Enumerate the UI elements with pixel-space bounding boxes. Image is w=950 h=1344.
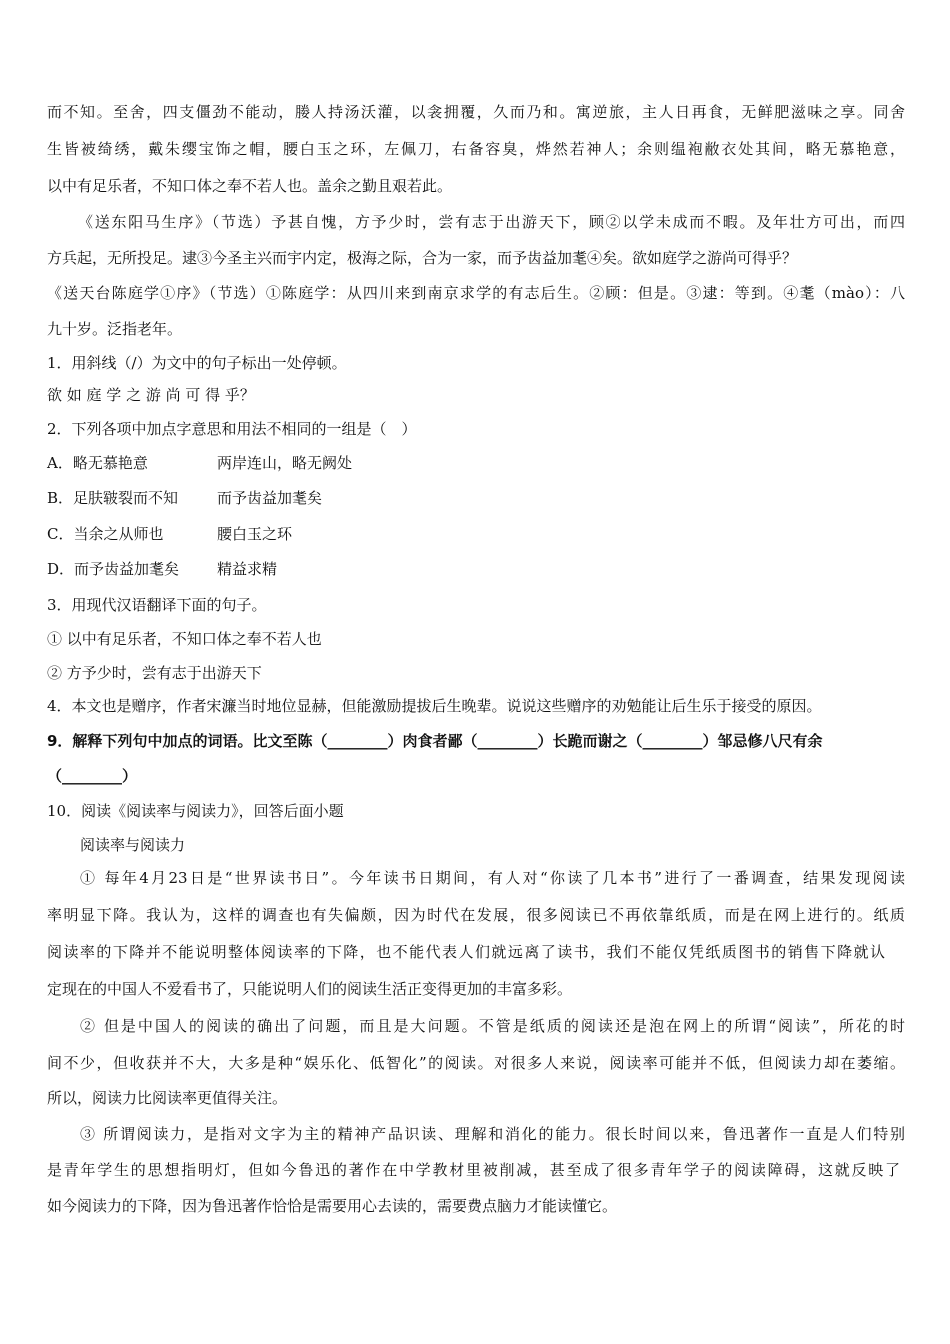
passage-line: 而不知。至舍，四支僵劲不能动，媵人持汤沃灌，以衾拥覆，久而乃和。寓逆旅，主人日再食，无鲜肥滋味之享。同舍 [47, 103, 905, 121]
question-9: 9．解释下列句中加点的词语。比文至陈（________）肉食者鄙（________）长跪而谢之（________）邹忌修八尺有余 [47, 732, 823, 750]
option-b [47, 488, 323, 508]
notes-line: 《送天台陈庭学①序》（节选）①陈庭学：从四川来到南京求学的有志后生。②顾：但是。③逮：等到。④耄（mào）：八 [47, 284, 905, 302]
article-p3-line: 是青年学生的思想指明灯，但如今鲁迅的著作在中学教材里被削减，甚至成了很多青年学子的阅读障碍，这就反映了 [47, 1161, 900, 1179]
notes-line: 九十岁。泛指老年。 [47, 320, 183, 338]
option-a [47, 453, 353, 473]
option-c [47, 524, 293, 544]
article-p3-line: 如今阅读力的下降，因为鲁迅著作恰恰是需要用心去读的，需要费点脑力才能读懂它。 [47, 1197, 618, 1215]
question-2: 2．下列各项中加点字意思和用法不相同的一组是（ ） [47, 420, 417, 438]
option-pair: 精益求精 [217, 560, 278, 578]
question-10: 10．阅读《阅读率与阅读力》，回答后面小题 [47, 802, 344, 820]
article-p3-line: ③ 所谓阅读力，是指对文字为主的精神产品识读、理解和消化的能力。很长时间以来，鲁迅著作一直是人们特别 [80, 1125, 905, 1143]
excerpt-line: 方兵起，无所投足。逮③今圣主兴而宇内定，极海之际，合为一家，而予齿益加耄④矣。欲如庭学之游尚可得乎？ [47, 249, 798, 267]
passage-line: 以中有足乐者，不知口体之奉不若人也。盖余之勤且艰若此。 [47, 177, 453, 195]
article-p1-line: 阅读率的下降并不能说明整体阅读率的下降，也不能代表人们就远离了读书，我们不能仅凭纸质图书的销售下降就认 [47, 943, 885, 961]
question-1: 1．用斜线（/）为文中的句子标出一处停顿。 [47, 354, 347, 372]
article-p2-line: 间不少，但收获并不大，大多是种“娱乐化、低智化”的阅读。对很多人来说，阅读率可能并不低，但阅读力却在萎缩。 [47, 1054, 905, 1072]
question-3-item: ② 方予少时，尝有志于出游天下 [47, 664, 262, 682]
article-p1-line: ① 每年4月23日是“世界读书日”。今年读书日期间，有人对“你读了几本书”进行了一番调查，结果发现阅读 [80, 869, 905, 887]
article-p1-line: 定现在的中国人不爱看书了，只能说明人们的阅读生活正变得更加的丰富多彩。 [47, 980, 573, 998]
article-p2-line: ② 但是中国人的阅读的确出了问题，而且是大问题。不管是纸质的阅读还是泡在网上的所谓“阅读”，所花的时 [80, 1017, 905, 1035]
question-1-sentence: 欲 如 庭 学 之 游 尚 可 得 乎？ [47, 386, 255, 404]
option-d [47, 559, 278, 579]
question-3-item: ① 以中有足乐者，不知口体之奉不若人也 [47, 630, 322, 648]
option-label: D．而予齿益加耄矣 [47, 560, 180, 578]
excerpt-line: 《送东阳马生序》（节选）予甚自愧，方予少时，尝有志于出游天下，顾②以学未成而不暇。及年壮方可出，而四 [78, 213, 905, 231]
option-pair: 腰白玉之环 [217, 525, 293, 543]
question-9-continued: （________） [47, 767, 138, 785]
option-pair: 而予齿益加耄矣 [217, 489, 323, 507]
article-p1-line: 率明显下降。我认为，这样的调查也有失偏颇，因为时代在发展，很多阅读已不再依靠纸质，而是在网上进行的。纸质 [47, 906, 905, 924]
option-pair: 两岸连山，略无阙处 [217, 454, 353, 472]
question-4: 4．本文也是赠序，作者宋濂当时地位显赫，但能激励提拔后生晚辈。说说这些赠序的劝勉能让后生乐于接受的原因。 [47, 697, 822, 715]
article-title: 阅读率与阅读力 [80, 836, 186, 854]
option-label: C．当余之从师也 [47, 525, 164, 543]
article-p2-line: 所以，阅读力比阅读率更值得关注。 [47, 1089, 288, 1107]
option-label: B．足肤皲裂而不知 [47, 489, 179, 507]
option-label: A．略无慕艳意 [47, 454, 148, 472]
passage-line: 生皆被绮绣，戴朱缨宝饰之帽，腰白玉之环，左佩刀，右备容臭，烨然若神人；余则缊袍敝衣处其间，略无慕艳意， [47, 140, 905, 158]
question-3: 3．用现代汉语翻译下面的句子。 [47, 596, 267, 614]
